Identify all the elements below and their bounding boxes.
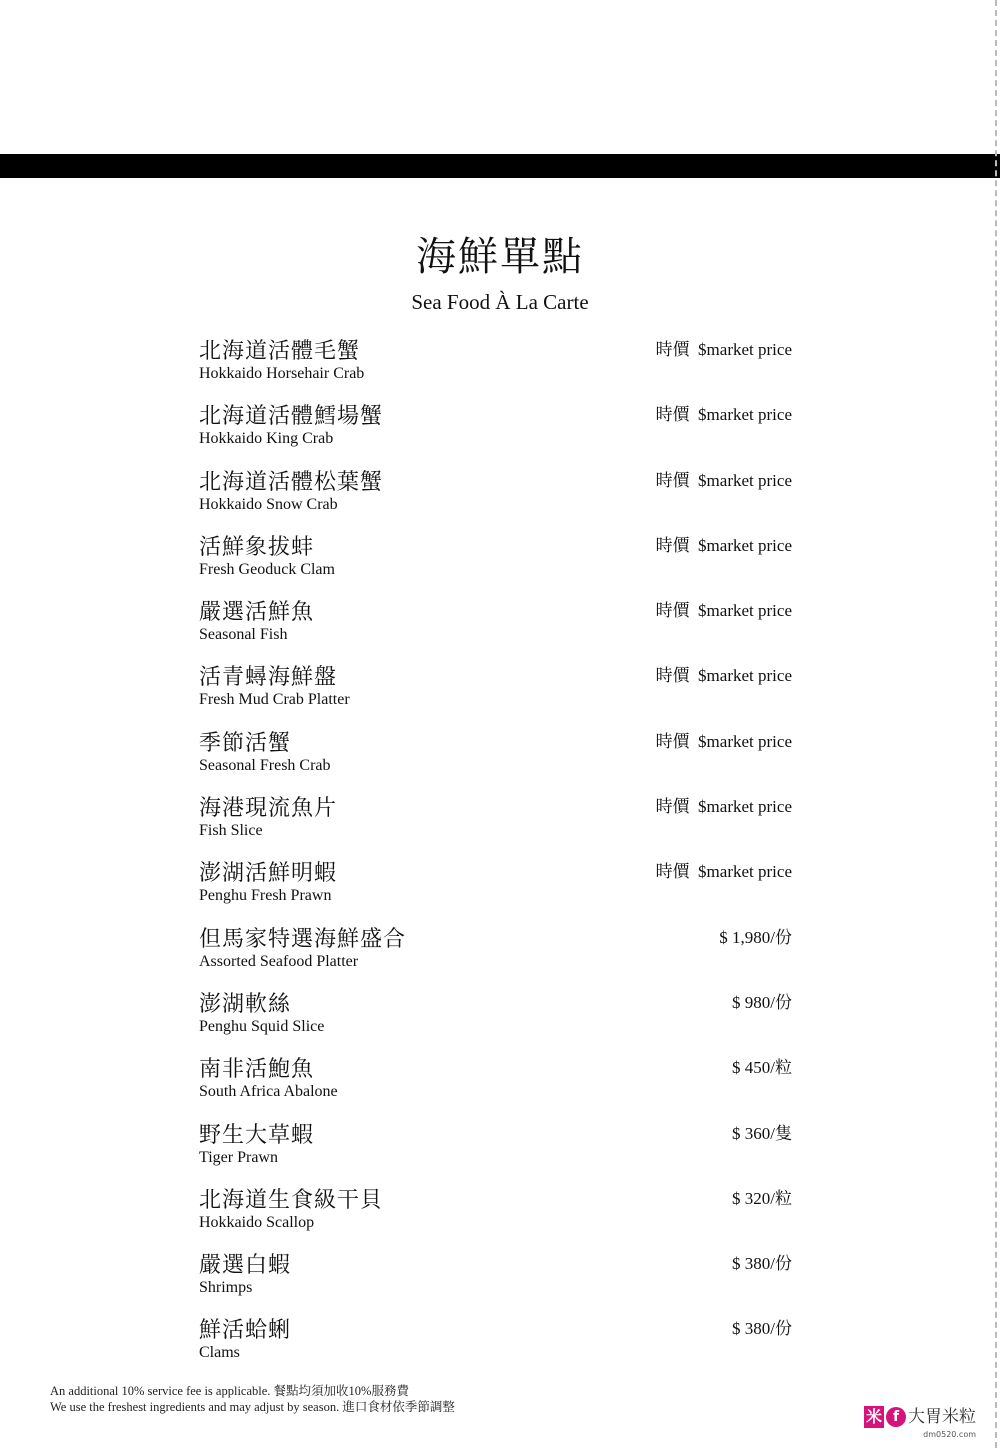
item-name-cn: 嚴選白蝦 <box>199 1252 292 1278</box>
item-name-en: Seasonal Fresh Crab <box>199 756 331 774</box>
item-name-cn: 南非活鮑魚 <box>199 1056 315 1082</box>
page-title: 海鮮單點 <box>416 234 584 279</box>
menu-item <box>199 1056 792 1121</box>
footer-notes <box>50 1383 455 1415</box>
item-price: 時價 $market price <box>655 797 792 817</box>
item-name-en: Shrimps <box>199 1279 253 1297</box>
item-price: 時價 $market price <box>655 666 792 686</box>
item-price: $ 1,980/份 <box>719 927 792 947</box>
menu-list <box>199 338 792 1383</box>
item-price: 時價 $market price <box>655 601 792 621</box>
item-name-cn: 活青蟳海鮮盤 <box>199 664 338 690</box>
item-name-en: Tiger Prawn <box>199 1148 278 1166</box>
item-name-cn: 季節活蟹 <box>199 729 292 755</box>
item-name-en: Penghu Fresh Prawn <box>199 887 332 905</box>
menu-item <box>199 1252 792 1317</box>
watermark-row <box>864 1406 976 1428</box>
item-price: 時價 $market price <box>655 405 792 425</box>
item-name-cn: 野生大草蝦 <box>199 1121 315 1147</box>
header-black-bar <box>0 154 1000 178</box>
menu-item <box>199 338 792 403</box>
item-name-en: Hokkaido Horsehair Crab <box>199 365 365 382</box>
menu-item <box>199 860 792 925</box>
item-name-en: Seasonal Fish <box>199 626 288 644</box>
menu-item <box>199 926 792 991</box>
item-price: 時價 $market price <box>655 862 792 882</box>
item-name-cn: 海港現流魚片 <box>199 795 338 821</box>
menu-item <box>199 1122 792 1187</box>
service-fee-note: An additional 10% service fee is applicable. 餐點均須加收10%服務費 <box>50 1384 409 1398</box>
menu-item <box>199 991 792 1056</box>
item-name-en: Clams <box>199 1344 240 1362</box>
menu-item <box>199 795 792 860</box>
item-price: $ 380/份 <box>732 1254 792 1274</box>
item-price: 時價 $market price <box>655 340 792 359</box>
item-price: 時價 $market price <box>655 731 792 751</box>
menu-item <box>199 1187 792 1252</box>
menu-item <box>199 534 792 599</box>
watermark-mark: 米 <box>866 1407 883 1426</box>
item-name-cn: 澎湖軟絲 <box>199 990 292 1016</box>
item-price: 時價 $market price <box>655 470 792 490</box>
menu-item <box>199 664 792 729</box>
item-name-en: South Africa Abalone <box>199 1083 338 1101</box>
item-name-en: Hokkaido Scallop <box>199 1213 315 1231</box>
item-name-en: Fresh Mud Crab Platter <box>199 691 350 709</box>
item-name-cn: 但馬家特選海鮮盛合 <box>199 925 407 951</box>
item-price: $ 380/份 <box>732 1319 792 1339</box>
item-name-en: Hokkaido Snow Crab <box>199 495 338 513</box>
item-name-cn: 澎湖活鮮明蝦 <box>199 860 338 886</box>
item-name-en: Fresh Geoduck Clam <box>199 560 335 578</box>
item-price: $ 980/份 <box>732 992 792 1012</box>
item-name-cn: 嚴選活鮮魚 <box>199 599 315 625</box>
watermark-name: 大胃米粒 <box>908 1407 977 1427</box>
menu-item <box>199 403 792 468</box>
watermark-logo <box>864 1406 976 1440</box>
watermark-f-icon: f <box>886 1407 906 1427</box>
item-price: $ 450/粒 <box>732 1058 792 1078</box>
item-name-cn: 鮮活蛤蜊 <box>199 1317 292 1343</box>
item-name-cn: 北海道活體毛蟹 <box>199 338 361 363</box>
item-name-en: Assorted Seafood Platter <box>199 952 359 970</box>
item-name-cn: 北海道生食級干貝 <box>199 1186 384 1212</box>
item-name-en: Penghu Squid Slice <box>199 1017 325 1035</box>
item-name-en: Fish Slice <box>199 822 263 840</box>
watermark-url: dm0520.com <box>923 1430 977 1439</box>
item-name-cn: 北海道活體松葉蟹 <box>199 468 384 494</box>
page-edge-dashed-line <box>995 0 997 1448</box>
menu-item <box>199 730 792 795</box>
menu-item <box>199 1317 792 1382</box>
item-name-cn: 北海道活體鱈場蟹 <box>199 403 384 429</box>
season-note: We use the freshest ingredients and may adjust by season. 進口食材依季節調整 <box>50 1400 455 1414</box>
page-subtitle: Sea Food À La Carte <box>411 290 589 314</box>
item-name-en: Hokkaido King Crab <box>199 430 334 448</box>
menu-item <box>199 599 792 664</box>
menu-item <box>199 469 792 534</box>
item-price: $ 320/粒 <box>732 1188 792 1208</box>
item-name-cn: 活鮮象拔蚌 <box>199 533 315 559</box>
item-price: $ 360/隻 <box>732 1123 792 1143</box>
item-price: 時價 $market price <box>655 535 792 555</box>
